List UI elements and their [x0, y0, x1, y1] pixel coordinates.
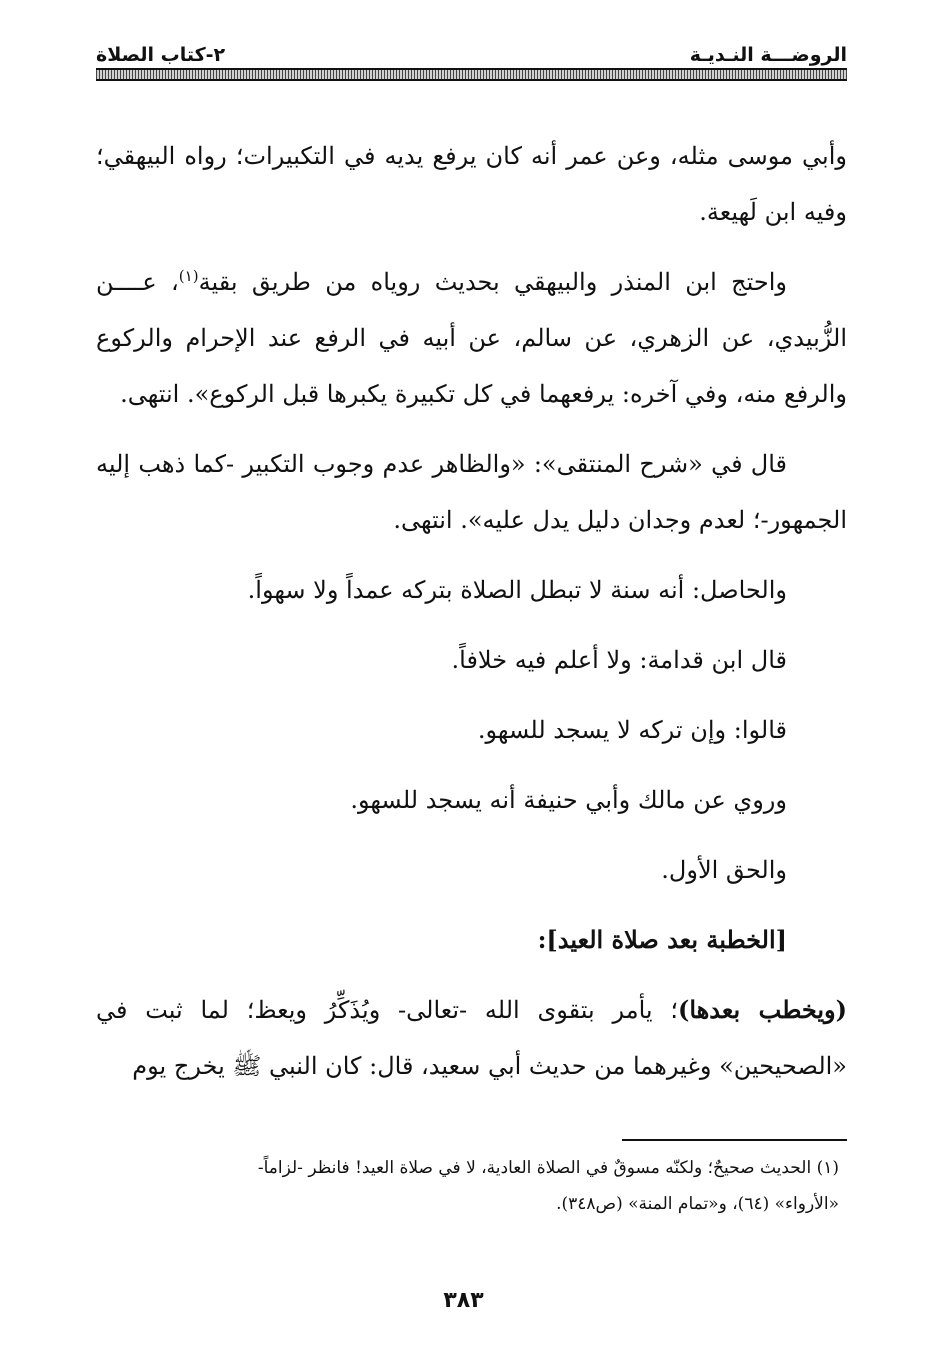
section-heading: [الخطبة بعد صلاة العيد]: — [537, 925, 787, 954]
paragraph-5: قال ابن قدامة: ولا أعلم فيه خلافاً. — [451, 646, 787, 674]
paragraph-7: وروي عن مالك وأبي حنيفة أنه يسجد للسهو. — [350, 786, 787, 814]
paragraph-2-end: ، عــــن الزُّبيدي، عن الزهري، عن سالم، عن أبيه في الرفع عند الإحرام والركوع والرفع منه، وفي آخره: يرفعهما في كل تكبيرة يكبرها قبل الركوع». انتهى. — [96, 268, 847, 408]
footnote-rule — [622, 1139, 847, 1141]
paragraph-3: قال في «شرح المنتقى»: «والظاهر عدم وجوب التكبير -كما ذهب إليه الجمهور-؛ لعدم وجدان دليل يدل عليه». انتهى. — [96, 450, 847, 534]
section-body: ؛ يأمر بتقوى الله -تعالى- ويُذَكِّرُ ويعظ؛ لما ثبت في «الصحيحين» وغيرهما من حديث أبي سعيد، قال: كان النبي ﷺ يخرج يوم — [96, 996, 847, 1080]
paragraph-2 — [96, 254, 847, 422]
chapter-title: ٢-كتاب الصلاة — [96, 44, 226, 66]
book-title: الروضـــة النـديـة — [689, 44, 847, 66]
main-text — [96, 128, 847, 1108]
paragraph-8: والحق الأول. — [661, 856, 787, 884]
paragraph-6: قالوا: وإن تركه لا يسجد للسهو. — [477, 716, 787, 744]
paragraph-2-start: واحتج ابن المنذر والبيهقي بحديث روياه من طريق بقية — [198, 268, 787, 296]
footnote-line-2: «الأرواء» (٦٤)، و«تمام المنة» (ص٣٤٨). — [556, 1194, 839, 1214]
paragraph-4: والحاصل: أنه سنة لا تبطل الصلاة بتركه عمداً ولا سهواً. — [247, 576, 787, 604]
footnote-reference[interactable]: (١) — [178, 267, 199, 285]
matn-text: (ويخطب بعدها) — [677, 995, 848, 1024]
paragraph-1: وأبي موسى مثله، وعن عمر أنه كان يرفع يديه في التكبيرات؛ رواه البيهقي؛ وفيه ابن لَهيعة. — [96, 142, 847, 226]
page-number: ٣٨٣ — [443, 1288, 484, 1313]
section-paragraph — [96, 982, 847, 1094]
running-header — [96, 34, 847, 66]
header-rule — [96, 68, 847, 81]
footnote-line-1: (١) الحديث صحيحٌ؛ ولكنّه مسوقٌ في الصلاة العادية، لا في صلاة العيد! فانظر -لزاماً- — [257, 1158, 839, 1178]
footnotes — [96, 1150, 847, 1222]
